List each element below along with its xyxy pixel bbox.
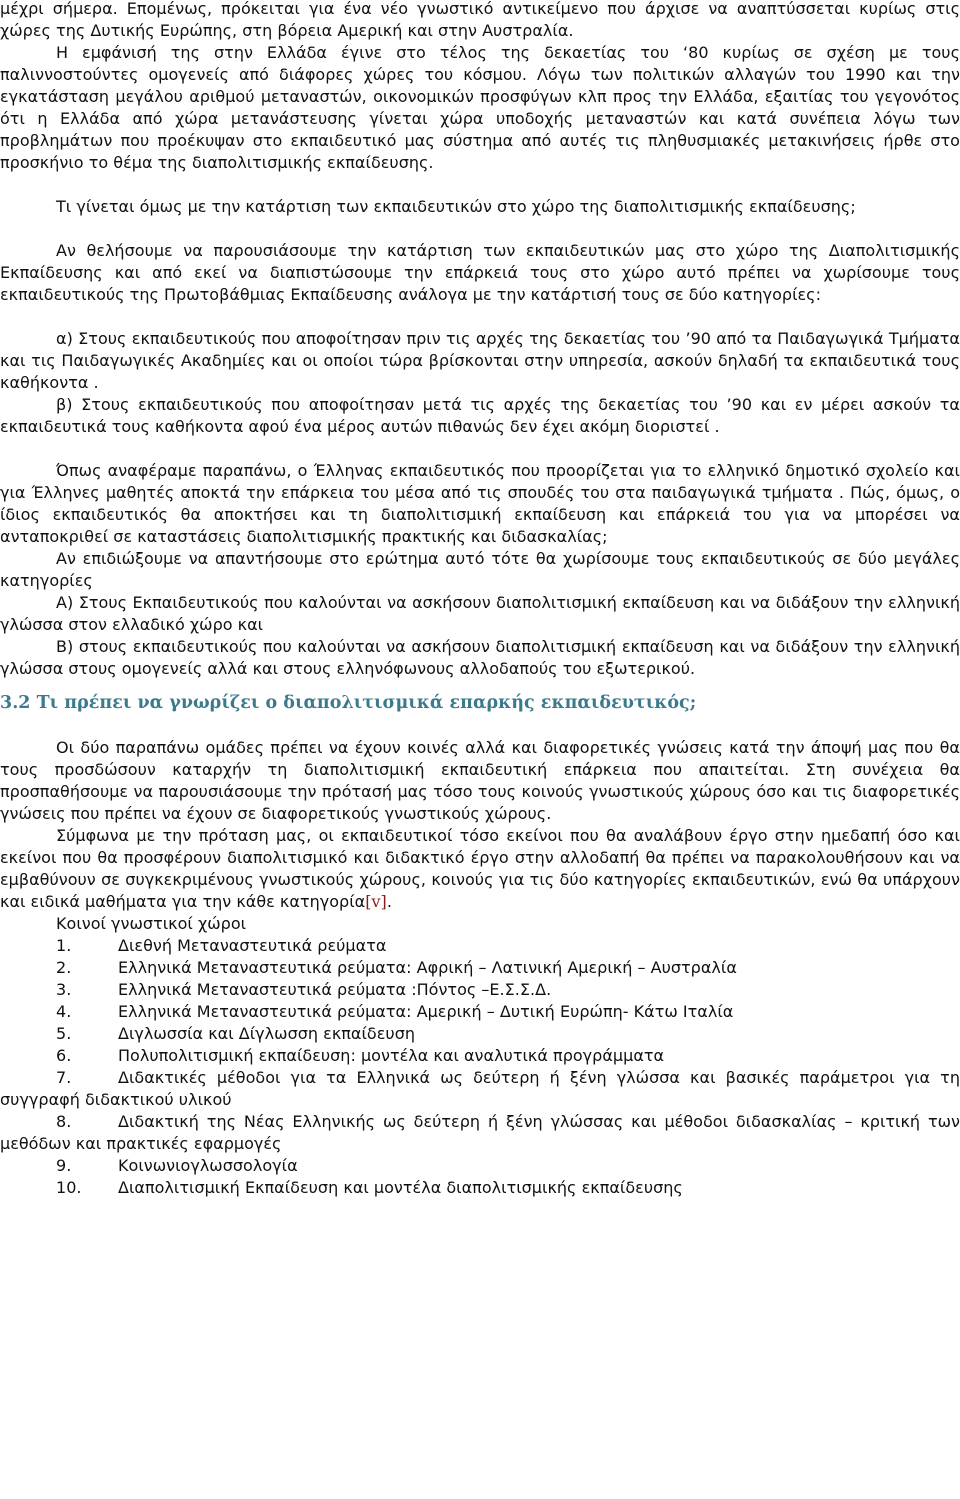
paragraph-greece-emergence: Η εμφάνισή της στην Ελλάδα έγινε στο τέλος της δεκαετίας του ‘80 κυρίως σε σχέση με τους παλιννοστούντες ομογενείς από διάφορες χώρες του κόσμου. Λόγω των πολιτικών αλλαγών του 1990 και την εγκατάσταση μεγάλου αριθμού μεταναστών, οικονομικών προσφύγων κλπ προς την Ελλάδα, εξαιτίας του γεγονότος ότι η Ελλάδα από χώρα μετανάστευσης γίνεται χώρα υποδοχής μεταναστών και κατά συνέπεια λόγω των προβλημάτων που προέκυψαν στο εκπαιδευτικό μας σύστημα από αυτές τις πληθυσμιακές μετακινήσεις ήρθε στο προσκήνιο το θέμα της διαπολιτισμικής εκπαίδευσης. (0, 43, 960, 172)
list-item-number: 6. (56, 1046, 72, 1065)
list-item-text: Διεθνή Μεταναστευτικά ρεύματα (118, 936, 387, 955)
list-item-text: Ελληνικά Μεταναστευτικά ρεύματα: Αμερική – Δυτική Ευρώπη- Κάτω Ιταλία (118, 1002, 734, 1021)
list-item-number: 3. (56, 980, 72, 999)
list-item (0, 1177, 960, 1199)
list-item (0, 1045, 960, 1067)
list-item-number: 10. (56, 1178, 82, 1197)
paragraph-groups: Οι δύο παραπάνω ομάδες πρέπει να έχουν κοινές αλλά και διαφορετικές γνώσεις κατά την άποψή μας που θα τους προσδώσουν καταρχήν τη διαπολιτισμική εκπαιδευτική επάρκεια που απαιτείται. Στη συνέχεια θα προσπαθήσουμε να παρουσιάσουμε την πρότασή μας τόσο τους κοινούς γνωστικούς χώρους όσο και τις διαφορετικές γνώσεις που πρέπει να έχουν σε διαφορετικούς γνωστικούς χώρους. (0, 738, 960, 823)
paragraph-question: Τι γίνεται όμως με την κατάρτιση των εκπαιδευτικών στο χώρο της διαπολιτισμικής εκπαίδευσης; (56, 197, 856, 216)
paragraph-answer: Αν επιδιώξουμε να απαντήσουμε στο ερώτημα αυτό τότε θα χωρίσουμε τους εκπαιδευτικούς σε δύο μεγάλες κατηγορίες (0, 549, 960, 590)
list-title: Κοινοί γνωστικοί χώροι (56, 914, 247, 933)
paragraph-categories-intro: Αν θελήσουμε να παρουσιάσουμε την κατάρτιση των εκπαιδευτικών μας στο χώρο της Διαπολιτισμικής Εκπαίδευσης και από εκεί να διαπιστώσουμε την επάρκειά τους στο χώρο αυτό πρέπει να χωρίσουμε τους εκπαιδευτικούς της Πρωτοβάθμιας Εκπαίδευσης ανάλογα με την κατάρτισή τους σε δύο κατηγορίες: (0, 241, 960, 304)
list-item-text: Διδακτικές μέθοδοι για τα Ελληνικά ως δεύτερη ή ξένη γλώσσα και βασικές παράμετροι για τη συγγραφή διδακτικού υλικού (0, 1068, 960, 1109)
list-item-number: 5. (56, 1024, 72, 1043)
paragraph-category-a: α) Στους εκπαιδευτικούς που αποφοίτησαν πριν τις αρχές της δεκαετίας του ’90 από τα Παιδαγωγικά Τμήματα και τις Παιδαγωγικές Ακαδημίες και οι οποίοι τώρα βρίσκονται στην υπηρεσία, ασκούν δηλαδή τα εκπαιδευτικά τους καθήκοντα . (0, 329, 960, 392)
list-item (0, 1067, 960, 1111)
paragraph-category-b: β) Στους εκπαιδευτικούς που αποφοίτησαν μετά τις αρχές της δεκαετίας του ’90 και εν μέρει ασκούν τα εκπαιδευτικά τους καθήκοντα αφού ένα μέρος αυτών πιθανώς δεν έχει ακόμη διοριστεί . (0, 395, 960, 436)
paragraph-proposal (0, 825, 960, 913)
paragraph-group-b: Β) στους εκπαιδευτικούς που καλούνται να ασκήσουν διαπολιτισμική εκπαίδευση και να διδάξουν την ελληνική γλώσσα στους ομογενείς αλλά και στους ελληνόφωνους αλλοδαπούς του εξωτερικού. (0, 637, 960, 678)
list-item-number: 9. (56, 1156, 72, 1175)
paragraph-intro: μέχρι σήμερα. Επομένως, πρόκειται για ένα νέο γνωστικό αντικείμενο που άρχισε να αναπτύσσεται κυρίως στις χώρες της Δυτικής Ευρώπης, στη βόρεια Αμερική και στην Αυστραλία. (0, 0, 960, 40)
list-item-number: 7. (56, 1068, 72, 1087)
paragraph-greek-teacher: Όπως αναφέραμε παραπάνω, ο Έλληνας εκπαιδευτικός που προορίζεται για το ελληνικό δημοτικό σχολείο και για Έλληνες μαθητές αποκτά την επάρκεια του μέσα από τις σπουδές του στα παιδαγωγικά τμήματα . Πώς, όμως, ο ίδιος εκπαιδευτικός θα αποκτήσει και τη διαπολιτισμική εκπαίδευση και επάρκειά του για να μπορέσει να ανταποκριθεί σε καταστάσεις διαπολιτισμικής πρακτικής και διδασκαλίας; (0, 461, 960, 546)
list-item-text: Διαπολιτισμική Εκπαίδευση και μοντέλα διαπολιτισμικής εκπαίδευσης (118, 1178, 683, 1197)
footnote-tail: . (386, 892, 392, 911)
paragraph-proposal-text: Σύμφωνα με την πρόταση μας, οι εκπαιδευτικοί τόσο εκείνοι που θα αναλάβουν έργο στην ημεδαπή όσο και εκείνοι που θα προσφέρουν διαπολιτισμικό και διδακτικό έργο στην αλλοδαπή θα πρέπει να παρακολουθήσουν και να εμβαθύνουν σε συγκεκριμένους γνωστικούς χώρους, κοινούς για τις δύο κατηγορίες εκπαιδευτικών, ενώ θα υπάρχουν και ειδικά μαθήματα για την κάθε κατηγορία (0, 826, 960, 911)
list-item (0, 1111, 960, 1155)
list-item-text: Κοινωνιογλωσσολογία (118, 1156, 298, 1175)
list-item-text: Διγλωσσία και Δίγλωσση εκπαίδευση (118, 1024, 416, 1043)
list-item-number: 4. (56, 1002, 72, 1021)
list-item (0, 1155, 960, 1177)
list-item-text: Ελληνικά Μεταναστευτικά ρεύματα :Πόντος –Ε.Σ.Σ.Δ. (118, 980, 552, 999)
list-item-number: 8. (56, 1112, 72, 1131)
list-item (0, 957, 960, 979)
list-item (0, 1001, 960, 1023)
list-item-text: Διδακτική της Νέας Ελληνικής ως δεύτερη ή ξένη γλώσσας και μέθοδοι διδασκαλίας – κριτική των μεθόδων και πρακτικές εφαρμογές (0, 1112, 960, 1153)
common-knowledge-list (0, 935, 960, 1199)
footnote-reference[interactable]: [v] (365, 892, 387, 911)
list-item (0, 979, 960, 1001)
list-item (0, 1023, 960, 1045)
list-item-number: 2. (56, 958, 72, 977)
list-item-text: Ελληνικά Μεταναστευτικά ρεύματα: Αφρική – Λατινική Αμερική – Αυστραλία (118, 958, 737, 977)
section-heading: 3.2 Τι πρέπει να γνωρίζει ο διαπολιτισμικά επαρκής εκπαιδευτικός; (0, 693, 697, 713)
list-item (0, 935, 960, 957)
paragraph-group-a: Α) Στους Εκπαιδευτικούς που καλούνται να ασκήσουν διαπολιτισμική εκπαίδευση και να διδάξουν την ελληνική γλώσσα στον ελλαδικό χώρο και (0, 593, 960, 634)
list-item-text: Πολυπολιτισμική εκπαίδευση: μοντέλα και αναλυτικά προγράμματα (118, 1046, 665, 1065)
list-item-number: 1. (56, 936, 72, 955)
